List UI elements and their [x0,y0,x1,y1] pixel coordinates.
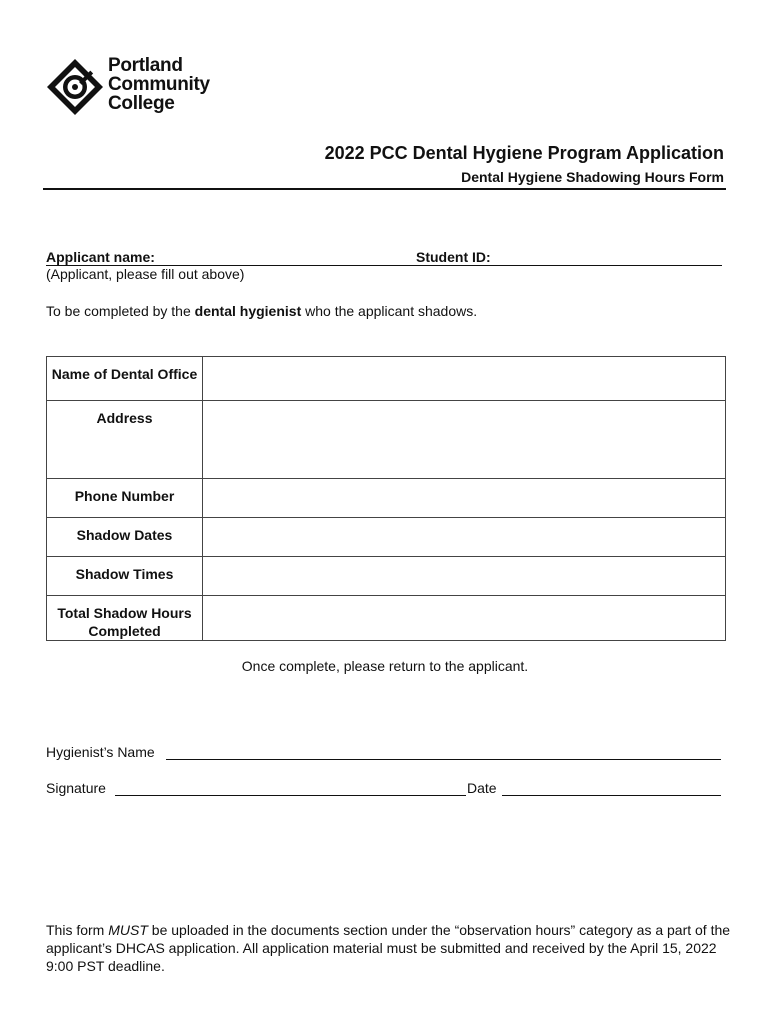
instructions-before: To be completed by the [46,303,195,319]
shadow-times-label: Shadow Times [47,557,203,596]
pcc-spiral-diamond-icon [46,58,104,116]
footer-part-2: be uploaded in the documents section under the “observation hours” category as a part of the applicant’s DHCAS application. All application material must be submitted and received by the April 15, 2022 9:00 PST deadline. [46,922,731,974]
logo-wordmark [108,56,210,113]
form-subtitle: Dental Hygiene Shadowing Hours Form [461,169,724,185]
pcc-logo [46,56,236,118]
shadow-dates-label: Shadow Dates [47,518,203,557]
applicant-note: (Applicant, please fill out above) [46,266,245,282]
office-name-field[interactable] [203,357,726,401]
footer-part-1: This form [46,922,109,938]
student-id-label: Student ID: [416,249,491,265]
table-row [47,401,726,479]
instructions-after: who the applicant shadows. [301,303,478,319]
date-field[interactable] [502,795,721,796]
table-row [47,596,726,641]
table-row [47,557,726,596]
instructions-bold: dental hygienist [194,303,302,319]
shadow-times-field[interactable] [203,557,726,596]
upload-instructions [46,921,736,975]
header-divider [43,188,726,190]
shadow-dates-field[interactable] [203,518,726,557]
phone-number-label: Phone Number [47,479,203,518]
form-title: 2022 PCC Dental Hygiene Program Application [324,143,724,163]
logo-line-3: College [108,93,175,114]
hygienist-name-field[interactable] [166,759,721,760]
shadowing-details-table [46,356,726,641]
logo-line-1: Portland [108,55,183,76]
signature-label: Signature [46,780,106,796]
phone-number-field[interactable] [203,479,726,518]
table-row [47,479,726,518]
total-hours-label: Total Shadow Hours Completed [47,596,203,641]
hygienist-name-label: Hygienist’s Name [46,744,155,760]
address-label: Address [47,401,203,479]
table-row [47,357,726,401]
applicant-info-line[interactable] [46,249,722,266]
signature-field[interactable] [115,795,466,796]
table-row [47,518,726,557]
logo-line-2: Community [108,74,210,95]
total-hours-field[interactable] [203,596,726,641]
return-note: Once complete, please return to the applicant. [241,658,529,674]
date-label: Date [467,780,497,796]
address-field[interactable] [203,401,726,479]
office-name-label: Name of Dental Office [47,357,203,401]
applicant-name-label: Applicant name: [46,249,155,265]
instructions [46,303,477,319]
footer-emphasis: MUST [108,922,148,938]
